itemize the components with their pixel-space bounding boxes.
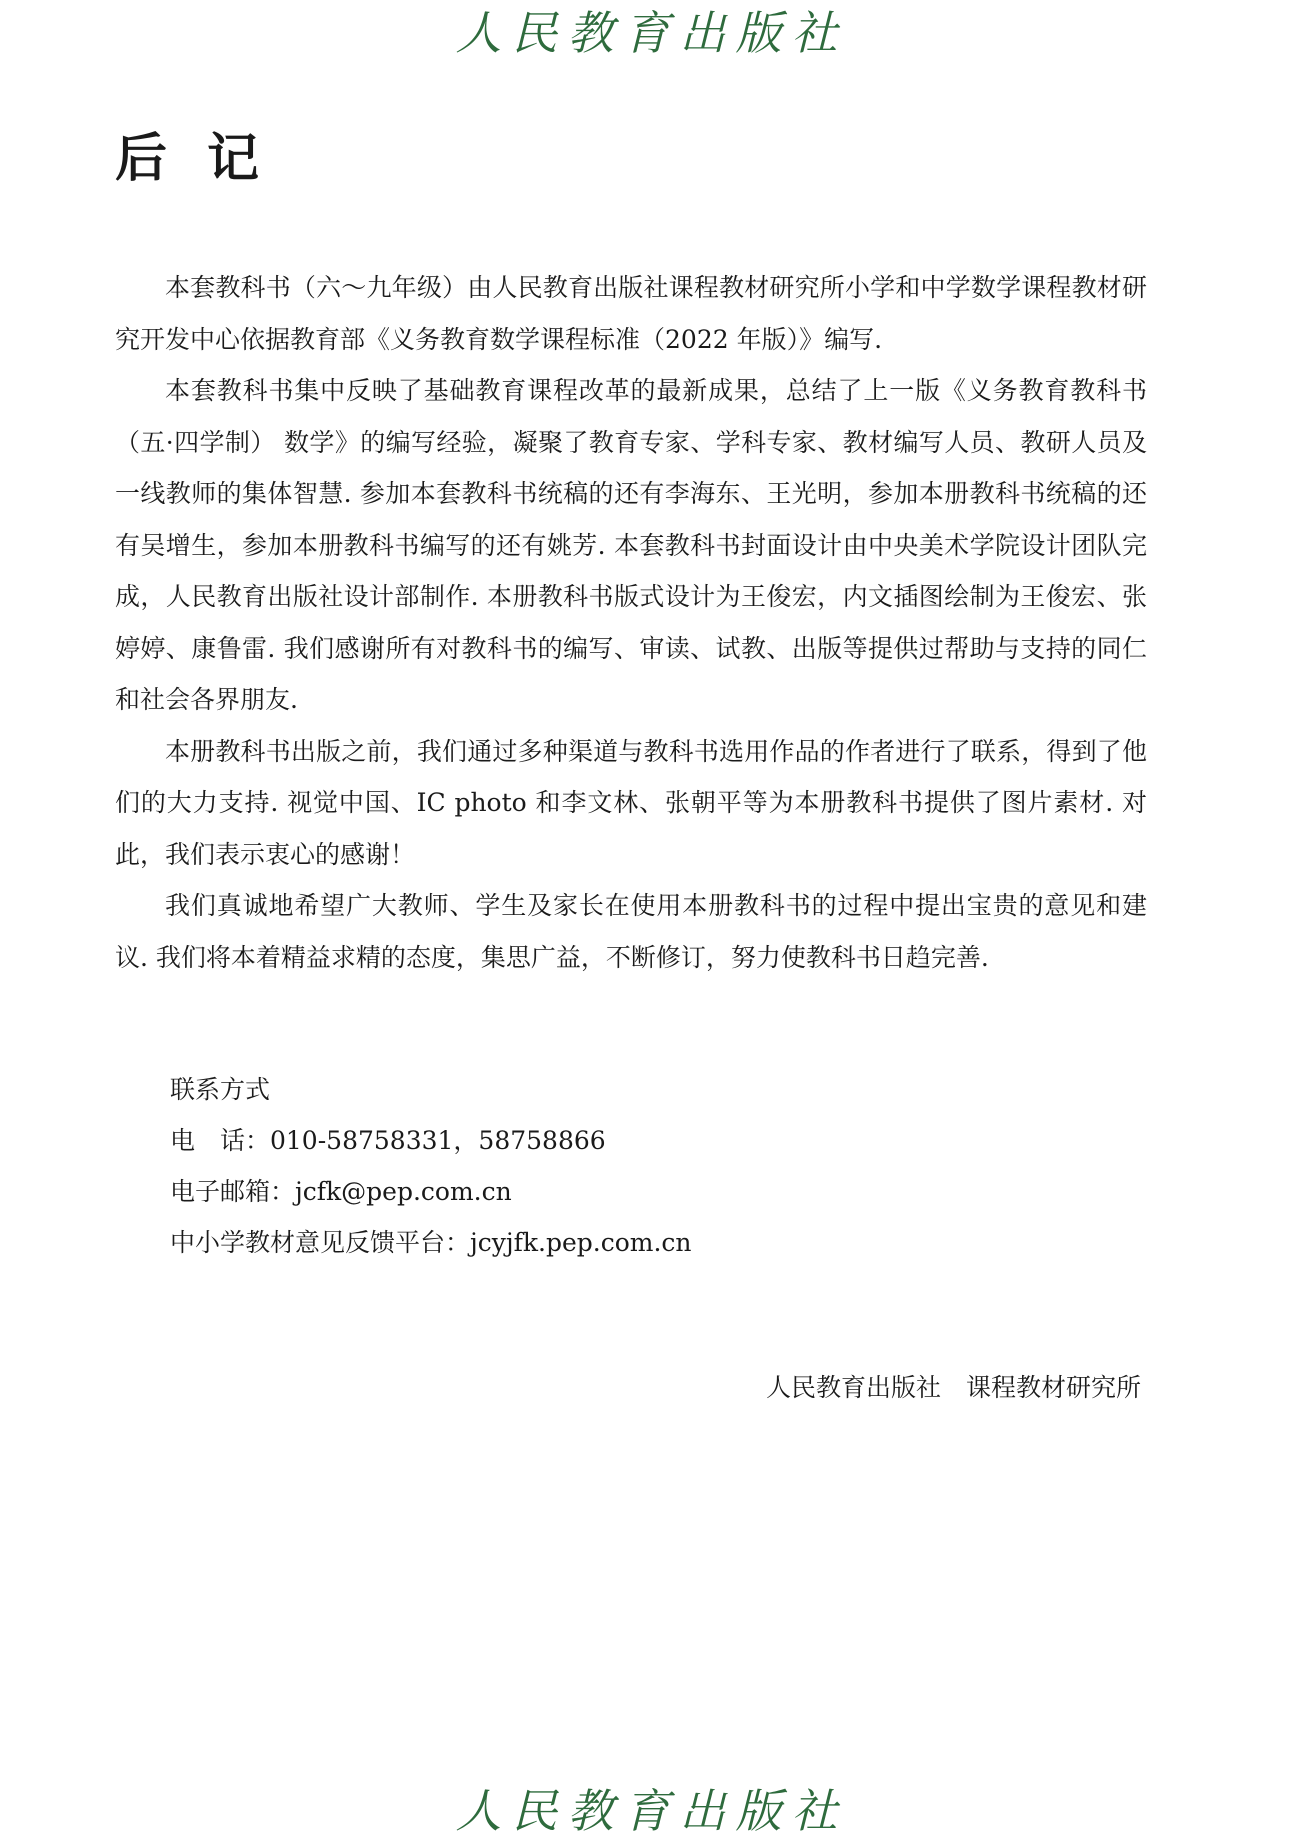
contact-block bbox=[170, 1064, 692, 1268]
publisher-logo-header: 人民教育出版社 bbox=[455, 6, 848, 60]
contact-email: 电子邮箱：jcfk@pep.com.cn bbox=[170, 1177, 512, 1206]
paragraph: 本套教科书（六～九年级）由人民教育出版社课程教材研究所小学和中学数学课程教材研究开发中心依据教育部《义务教育数学课程标准（2022 年版）》编写. bbox=[115, 273, 1147, 354]
publisher-logo-footer: 人民教育出版社 bbox=[455, 1784, 848, 1838]
signature: 人民教育出版社 课程教材研究所 bbox=[765, 1373, 1141, 1402]
afterword-body bbox=[115, 262, 1147, 983]
page-title: 后记 bbox=[115, 129, 300, 189]
contact-feedback-platform: 中小学教材意见反馈平台：jcyjfk.pep.com.cn bbox=[170, 1228, 692, 1257]
contact-heading: 联系方式 bbox=[170, 1075, 271, 1104]
paragraph: 本册教科书出版之前，我们通过多种渠道与教科书选用作品的作者进行了联系，得到了他们的大力支持. 视觉中国、IC photo 和李文林、张朝平等为本册教科书提供了图片素材. 对此，我们表示衷心的感谢！ bbox=[115, 736, 1147, 869]
paragraph: 我们真诚地希望广大教师、学生及家长在使用本册教科书的过程中提出宝贵的意见和建议. 我们将本着精益求精的态度，集思广益，不断修订，努力使教科书日趋完善. bbox=[115, 891, 1147, 972]
paragraph: 本套教科书集中反映了基础教育课程改革的最新成果，总结了上一版《义务教育教科书（五·四学制） 数学》的编写经验，凝聚了教育专家、学科专家、教材编写人员、教研人员及一线教师的集体智慧. 参加本套教科书统稿的还有李海东、王光明，参加本册教科书统稿的还有吴增生，参加本册教科书编写的还有姚芳. 本套教科书封面设计由中央美术学院设计团队完成，人民教育出版社设计部制作. 本册教科书版式设计为王俊宏，内文插图绘制为王俊宏、张婷婷、康鲁雷. 我们感谢所有对教科书的编写、审读、试教、出版等提供过帮助与支持的同仁和社会各界朋友. bbox=[115, 376, 1147, 714]
contact-phone: 电 话：010-58758331，58758866 bbox=[170, 1126, 606, 1155]
